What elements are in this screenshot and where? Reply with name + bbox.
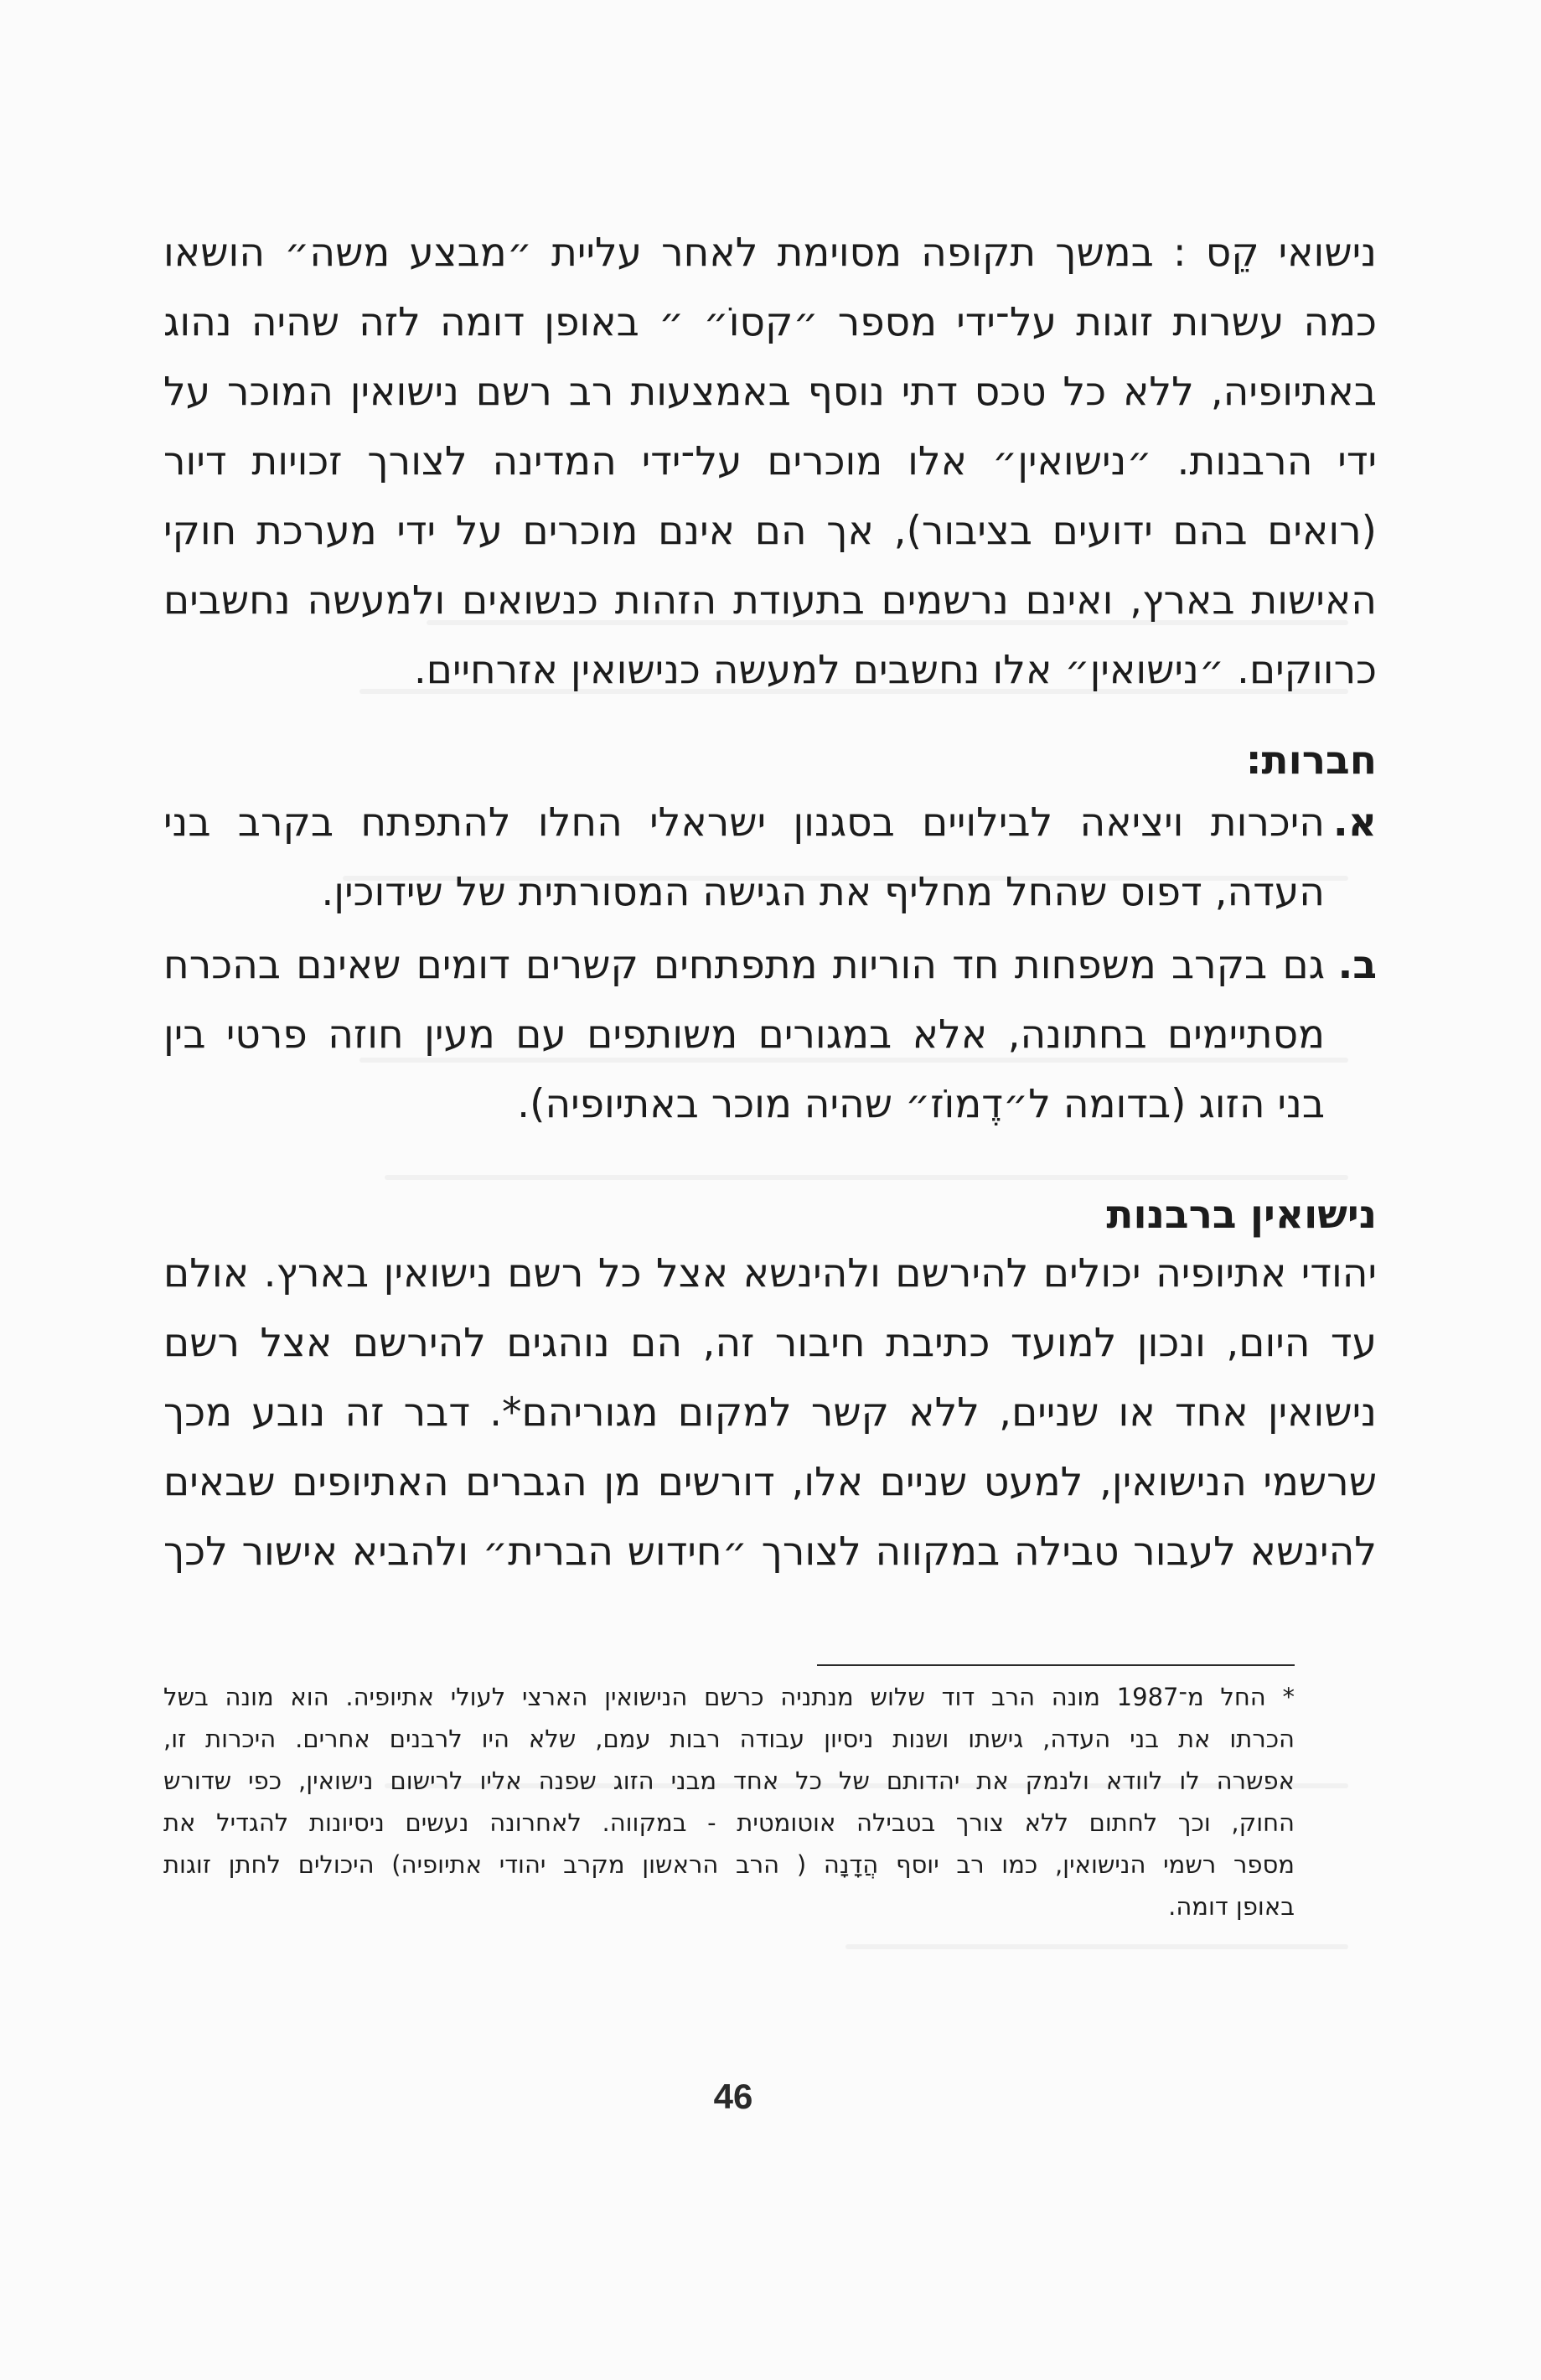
footnote-line: * החל מ־1987 מונה הרב דוד שלוש מנתניה כרשם הנישואין הארצי לעולי אתיופיה. הוא מונה בשל (163, 1683, 1295, 1711)
footnote-line: אפשרה לו לוודא ולנמק את יהדותם של כל אחד מבני הזוג שפנה אליו לרישום נישואין, כפי שדורש (163, 1767, 1295, 1795)
footnote-line: באופן דומה. (1168, 1892, 1295, 1921)
list-item-line: היכרות ויציאה לבילויים בסגנון ישראלי החלו להתפתח בקרב בני (163, 799, 1325, 846)
footnote-line: מספר רשמי הנישואין, כמו רב יוסף הֲדָנָה ( הרב הראשון מקרב יהודי אתיופיה) היכולים לחתן זוגות (163, 1850, 1295, 1879)
paragraph-line: נישואי קֵס : במשך תקופה מסוימת לאחר עליית ״מבצע משה״ הושאו (163, 230, 1377, 276)
footnote-divider (817, 1664, 1295, 1666)
paragraph-line: עד היום, ונכון למועד כתיבת חיבור זה, הם נוהגים להירשם אצל רשם (163, 1320, 1377, 1366)
kes-marriages-paragraph (163, 218, 1377, 705)
paragraph-line: להינשא לעבור טבילה במקווה לצורך ״חידוש הברית״ ולהביא אישור לכך (163, 1529, 1377, 1575)
list-item-line: מסתיימים בחתונה, אלא במגורים משותפים עם מעין חוזה פרטי בין (163, 1012, 1325, 1058)
rabbinate-marriage-heading: נישואין ברבנות (1106, 1192, 1377, 1238)
friendship-heading: חברות: (1245, 737, 1377, 784)
list-item-line: גם בקרב משפחות חד הוריות מתפתחים קשרים דומים שאינם בהכרח (163, 942, 1325, 988)
paragraph-line: ידי הרבנות. ״נישואין״ אלו מוכרים על־ידי המדינה לצורך זכויות דיור (163, 438, 1377, 484)
footnote (163, 1676, 1295, 1927)
list-item-line: בני הזוג (בדומה ל״דֶמוֹז״ שהיה מוכר באתיופיה). (517, 1081, 1325, 1127)
rabbinate-paragraph (163, 1239, 1377, 1586)
footnote-line: החוק, וכך לחתום ללא צורך בטבילה אוטומטית - במקווה. לאחרונה נעשים ניסיונות להגדיל את (163, 1808, 1295, 1837)
bleed-through-line (845, 1944, 1348, 1949)
paragraph-line: באתיופיה, ללא כל טכס דתי נוסף באמצעות רב רשם נישואין המוכר על (163, 369, 1377, 415)
list-marker: א. (1332, 799, 1377, 846)
list-marker: ב. (1337, 942, 1377, 988)
list-item (163, 930, 1377, 1139)
paragraph-line: כמה עשרות זוגות על־ידי מספר ״קסוֹ״ ״ באופן דומה לזה שהיה נהוג (163, 299, 1377, 345)
paragraph-line: יהודי אתיופיה יכולים להירשם ולהינשא אצל כל רשם נישואין בארץ. אולם (163, 1250, 1377, 1296)
paragraph-line: נישואין אחד או שניים, ללא קשר למקום מגוריהם*. דבר זה נובע מכך (163, 1389, 1377, 1436)
paragraph-line: כרווקים. ״נישואין״ אלו נחשבים למעשה כנישואין אזרחיים. (413, 647, 1377, 693)
footnote-line: הכרתו את בני העדה, גישתו ושנות ניסיון עבודה רבות עמם, שלא היו לרבנים אחרים. היכרות זו, (163, 1725, 1295, 1753)
paragraph-line: (רואים בהם ידועים בציבור), אך הם אינם מוכרים על ידי מערכת חוקי (163, 508, 1377, 554)
page-number: 46 (713, 2077, 753, 2116)
list-item-line: העדה, דפוס שהחל מחליף את הגישה המסורתית של שידוכין. (321, 869, 1325, 915)
paragraph-line: שרשמי הנישואין, למעט שניים אלו, דורשים מן הגברים האתיופים שבאים (163, 1459, 1377, 1505)
paragraph-line: האישות בארץ, ואינם נרשמים בתעודת הזהות כנשואים ולמעשה נחשבים (163, 577, 1377, 623)
list-item (163, 788, 1377, 927)
